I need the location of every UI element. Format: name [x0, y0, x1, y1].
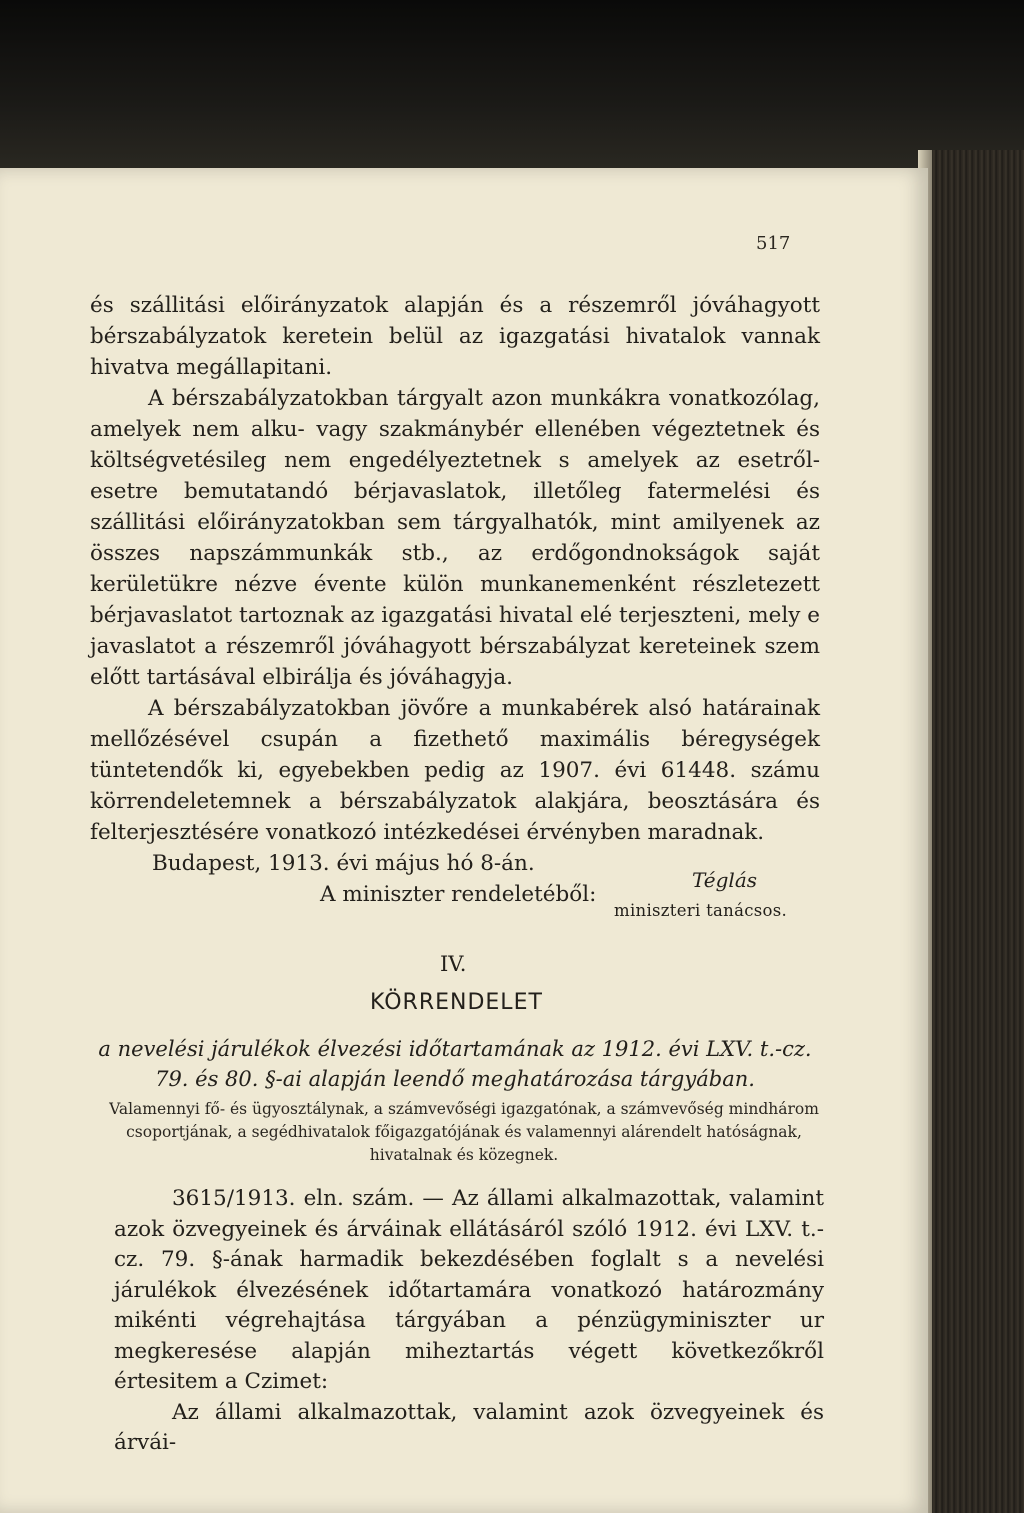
paragraph: Az állami alkalmazottak, valamint azok özvegyeinek és árvái-	[114, 1399, 824, 1455]
decree-text	[114, 1184, 824, 1459]
signature-title: miniszteri tanácsos.	[614, 901, 788, 920]
minister-line: A miniszter rendeletéből:	[320, 882, 597, 907]
signature-name: Téglás	[692, 868, 758, 892]
body-text	[90, 290, 820, 910]
paragraph: és szállitási előirányzatok alapján és a részemről jóváhagyott bérszabályzatok keretein belül az igazgatási hivatalok vannak hivatva megállapitani.	[90, 293, 820, 380]
book-page-edges	[920, 150, 1024, 1513]
section-title: KÖRRENDELET	[370, 990, 543, 1015]
scan-background	[0, 0, 1024, 175]
section-number: IV.	[440, 952, 467, 976]
page-number: 517	[756, 233, 791, 254]
paragraph: 3615/1913. eln. szám. — Az állami alkalmazottak, valamint azok özvegyeinek és árváinak ellátásáról szóló 1912. évi LXV. t.-cz. 79. §-ának harmadik bekezdésében foglalt s a nevelési járulékok élvezésének időtartamára vonatkozó határozmány mikénti végrehajtása tárgyában a pénzügyminiszter ur megkeresése alapján miheztartás végett következőkről értesitem a Czimet:	[114, 1186, 824, 1394]
decree-recipients: Valamennyi fő- és ügyosztálynak, a számvevőségi igazgatónak, a számvevőség mindhárom csoportjának, a segédhivatalok főigazgatójának és valamennyi alárendelt hatóságnak, hivatalnak és közegnek.	[109, 1100, 819, 1164]
decree-subject: a nevelési járulékok élvezési időtartamának az 1912. évi LXV. t.-cz. 79. és 80. §-ai alapján leendő meghatározása tárgyában.	[98, 1037, 812, 1091]
paragraph: A bérszabályzatokban jövőre a munkabérek alsó határainak mellőzésével csupán a fizethető maximális béregységek tüntetendők ki, egyebekben pedig az 1907. évi 61448. számu körrendeletemnek a bérszabályzatok alakjára, beosztására és felterjesztésére vonatkozó intézkedései érvényben maradnak.	[90, 696, 820, 845]
date-line: Budapest, 1913. évi május hó 8-án.	[152, 851, 535, 876]
paragraph: A bérszabályzatokban tárgyalt azon munkákra vonatkozólag, amelyek nem alku- vagy szakmánybér ellenében végeztetnek és költségvetésileg nem engedélyeztetnek s amelyek az esetről-esetre bemutatandó bérjavaslatok, illetőleg fatermelési és szállitási előirányzatokban sem tárgyalhatók, mint amilyenek az összes napszámmunkák stb., az erdőgondnokságok saját kerületükre nézve évente külön munkanemenként részletezett bérjavaslatot tartoznak az igazgatási hivatal elé terjeszteni, mely e javaslatot a részemről jóváhagyott bérszabályzat kereteinek szem előtt tartásával elbirálja és jóváhagyja.	[90, 386, 820, 690]
